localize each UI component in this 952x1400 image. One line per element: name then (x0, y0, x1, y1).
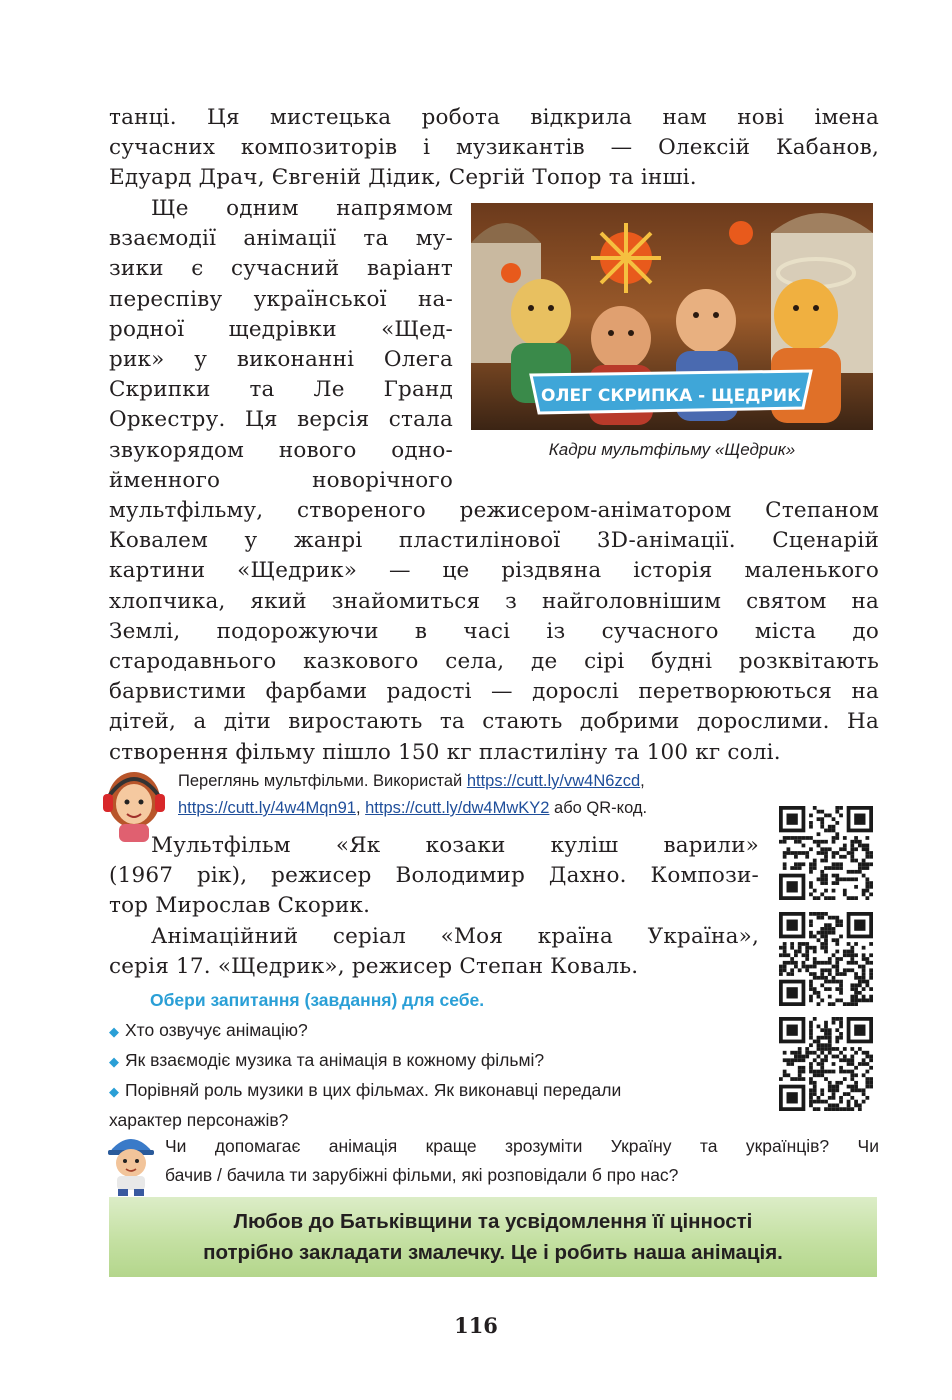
qr-code-icon[interactable] (779, 1017, 873, 1111)
qr-code-icon[interactable] (779, 806, 873, 900)
text-line: тор Мирослав Скорик. (109, 893, 371, 919)
banner-line: Любов до Батьківщини та усвідомлення її цінності (233, 1210, 753, 1233)
link-3[interactable]: https://cutt.ly/dw4MwKY2 (365, 799, 550, 817)
text-line: Анімаційний серіал «Моя країна Україна», (151, 923, 759, 949)
intro-paragraph (109, 103, 879, 194)
text-line: родної щедрівки «Щед- (109, 316, 453, 342)
summary-banner (109, 1197, 877, 1277)
girl-headphones-icon (99, 762, 169, 842)
boy-thinking-icon (104, 1131, 158, 1196)
text-line: Скрипки та Ле Гранд (109, 377, 453, 403)
figure-caption: Кадри мультфільму «Щедрик» (548, 440, 796, 459)
story-paragraph (109, 496, 879, 768)
diamond-bullet-icon: ◆ (109, 1024, 119, 1039)
link-1[interactable]: https://cutt.ly/vw4N6zcd (466, 772, 641, 790)
text-line: Ковалем у жанрі пластилінової 3D-анімації. Сценарій (109, 528, 879, 554)
task-text: Порівняй роль музики в цих фільмах. Як виконавці передали (125, 1080, 622, 1100)
instruction-text: Переглянь мультфільми. Використай (178, 772, 463, 790)
text-line: звукорядом нового одно- (109, 437, 453, 463)
cartoon-list (109, 831, 759, 982)
list-item (109, 1046, 769, 1076)
text-line: барвистими фарбами радості — дорослі перетворюються на (109, 679, 879, 705)
text-line: бачив / бачила ти зарубіжні фільми, які розповідали б про нас? (165, 1165, 679, 1185)
text-line: хлопчика, який знайомиться з найголовнішим святом на (109, 588, 879, 614)
text-line: взаємодії анімації та му- (109, 226, 453, 252)
text-line: картини «Щедрик» — це різдвяна історія маленького (109, 558, 879, 584)
cartoon-still-image (471, 203, 873, 430)
text-line: Землі, подорожуючи в часі із сучасного міста до (109, 618, 879, 644)
text-line: мультфільму, створеного режисером-аніматором Степаном (109, 498, 879, 523)
instruction-tail: або QR-код. (554, 799, 648, 817)
text-line: дітей, а діти виростають та стають добрими дорослими. На (109, 709, 879, 735)
text-line: створення фільму пішло 150 кг пластиліну та 100 кг солі. (109, 739, 781, 765)
text-line: сучасних композиторів і музикантів — Олексій Кабанов, (109, 135, 879, 161)
text-line: Ще одним напрямом (151, 196, 453, 221)
clay-figures-illustration (471, 203, 873, 430)
text-line: Оркестру. Ця версія стала (109, 407, 453, 433)
task-list (109, 1016, 769, 1135)
text-line: йменного новорічного (109, 467, 453, 493)
text-line: танці. Ця мистецька робота відкрила нам нові імена (109, 105, 879, 130)
link-2[interactable]: https://cutt.ly/4w4Mqn91 (178, 799, 356, 817)
banner-line: потрібно закладати змалечку. Це і робить наша анімація. (203, 1241, 783, 1264)
watch-instruction: Переглянь мультфільми. Використай https://cutt.ly/vw4N6zcd, https://cutt.ly/4w4Mqn91, https://cutt.ly/dw4MwKY2 або QR-код. (178, 772, 648, 817)
film-title-banner: ОЛЕГ СКРИПКА - ЩЕДРИК (540, 386, 802, 406)
text-line: Чи допомагає анімація краще зрозуміти Україну та українців? Чи (165, 1136, 879, 1156)
text-line: стародавнього казкового села, де сірі будні розквітають (109, 649, 879, 675)
list-item (109, 1016, 769, 1046)
wrapped-paragraph (109, 194, 453, 496)
text-line: Мультфільм «Як козаки куліш варили» (151, 833, 759, 858)
text-line: переспіву української на- (109, 286, 453, 312)
page-number: 116 (454, 1313, 498, 1338)
task-heading: Обери запитання (завдання) для себе. (150, 990, 485, 1010)
reflection-question (165, 1132, 879, 1190)
text-line: (1967 рік), режисер Володимир Дахно. Компози- (109, 863, 759, 889)
qr-code-icon[interactable] (779, 912, 873, 1006)
list-item (109, 1076, 769, 1106)
list-item-continuation: характер персонажів? (109, 1110, 289, 1130)
text-line: рик» у виконанні Олега (109, 347, 453, 373)
text-line: зики є сучасний варіант (109, 256, 453, 282)
task-text: Як взаємодіє музика та анімація в кожному фільмі? (125, 1050, 545, 1070)
task-text: Хто озвучує анімацію? (125, 1020, 308, 1040)
text-line: серія 17. «Щедрик», режисер Степан Коваль. (109, 953, 639, 979)
diamond-bullet-icon: ◆ (109, 1084, 119, 1099)
text-line: Едуард Драч, Євгеній Дідик, Сергій Топор та інші. (109, 165, 697, 191)
diamond-bullet-icon: ◆ (109, 1054, 119, 1069)
